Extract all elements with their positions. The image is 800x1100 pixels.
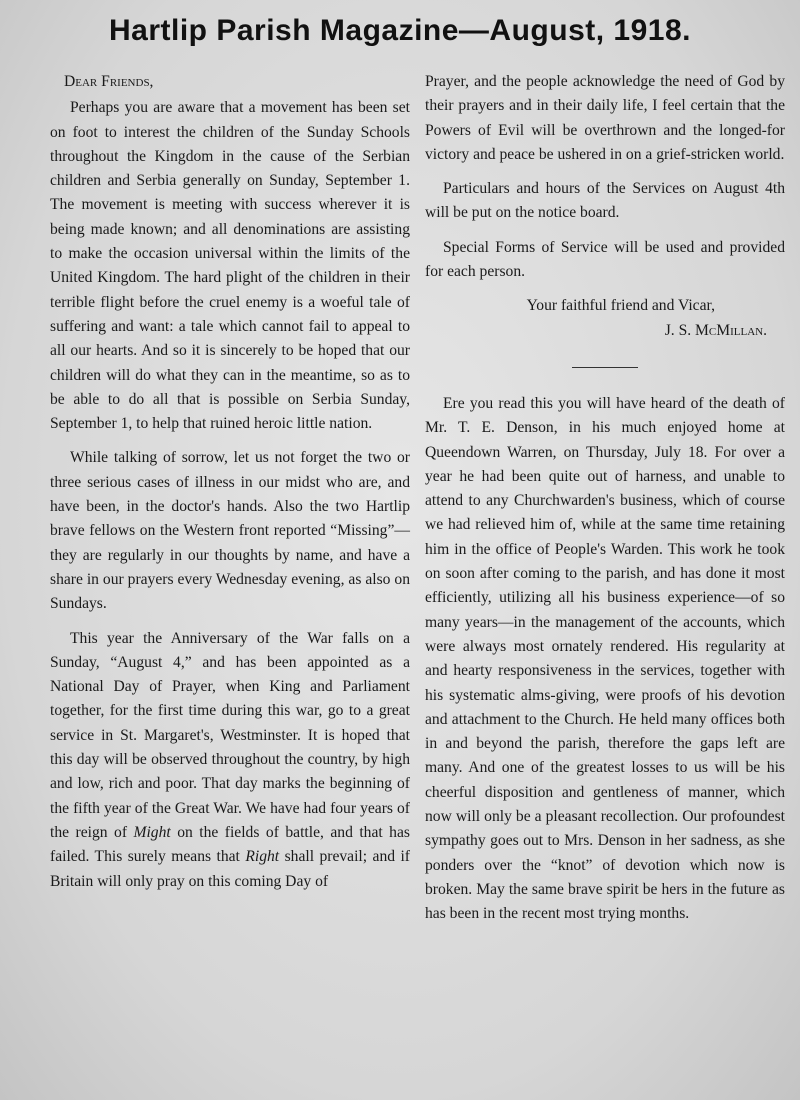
right-word: Right — [245, 848, 280, 866]
might-word: Might — [133, 823, 171, 841]
day-of-prayer-text-b: on the fields of battle, and that has failed. This surely means that — [50, 823, 410, 866]
section-divider — [572, 367, 638, 368]
paragraph-forms-of-service: Special Forms of Service will be used and provided for each person. — [425, 238, 785, 281]
paragraph-denson-obituary: Ere you read this you will have heard of the death of Mr. T. E. Denson, in his much enjoyed home at Queendown Warren, on Thursday, July 18. For over a year he had been quite out of harness, and unable to attend to any Churchwarden's business, which of course we had relieved him of, while at the same time retaining him in the office of People's Warden. This work he took on soon after coming to the parish, and has done it most efficiently, utilizing all his business experience—of so many years—in the management of the accounts, which were always most ornately rendered. His regularity at and hearty responsiveness in the services, together with his systematic alms-giving, were proofs of his devotion and attachment to the Church. He held many offices both in and beyond the parish, therefore the gaps left are many. And one of the greatest losses to us will be his cheerful disposition and gentleness of manner, which now will only be a pleasant recollection. Our profoundest sympathy goes out to Mrs. Denson in her sadness, as she ponders over the “knot” of devotion which now is broken. May the same brave spirit be hers in the future as has been in the recent most trying months. — [425, 394, 785, 923]
right-column — [425, 70, 785, 937]
page-title: Hartlip Parish Magazine—August, 1918. — [109, 14, 691, 47]
day-of-prayer-text-c: shall prevail; and if Britain will only pray on this coming Day of — [50, 848, 410, 890]
paragraph-serbia-sunday: Perhaps you are aware that a movement has been set on foot to interest the children of the Sunday Schools throughout the Kingdom in the cause of the Serbian children and Serbia generally on Sunday, September 1. The movement is meeting with success wherever it is being made known; and all denominations are assisting to make the occasion universal within the limits of the United Kingdom. The hard plight of the children in their terrible flight before the cruel enemy is a woeful tale of suffering and want: a tale which cannot fail to appeal to all our hearts. And so it is sincerely to be hoped that our children will do what they can in the meantime, so as to be able to do all that is possible on Serbia Sunday, September 1, to help that ruined heroic little nation. — [50, 99, 410, 433]
paragraph-day-of-prayer — [50, 627, 410, 894]
day-of-prayer-text-a: This year the Anniversary of the War falls on a Sunday, “August 4,” and has been appointed as a National Day of Prayer, when King and Parliament together, for the first time during this war, go to a great service in St. Margaret's, Westminster. It is hoped that this day will be observed throughout the country, by high and low, rich and poor. That day marks the beginning of the fifth year of the Great War. We have had four years of the reign of — [50, 629, 410, 841]
vicar-signature: J. S. McMillan. — [664, 321, 767, 339]
left-column — [50, 70, 410, 904]
paragraph-sorrow: While talking of sorrow, let us not forget the two or three serious cases of illness in our midst who are, and have been, in the doctor's hands. Also the two Hartlip brave fellows on the Western front reported “Missing”—they are regularly in our thoughts by name, and have a share in our prayers every Wednesday evening, as also on Sundays. — [50, 449, 410, 613]
paragraph-prayer-continued: Prayer, and the people acknowledge the need of God by their prayers and in their daily life, I feel certain that the Powers of Evil will be overthrown and the longed-for victory and peace be ushered in on a grief-stricken world. — [425, 73, 785, 163]
letter-closing: Your faithful friend and Vicar, — [526, 297, 715, 315]
salutation: Dear Friends, — [64, 73, 154, 90]
paragraph-services: Particulars and hours of the Services on August 4th will be put on the notice board. — [425, 180, 785, 222]
